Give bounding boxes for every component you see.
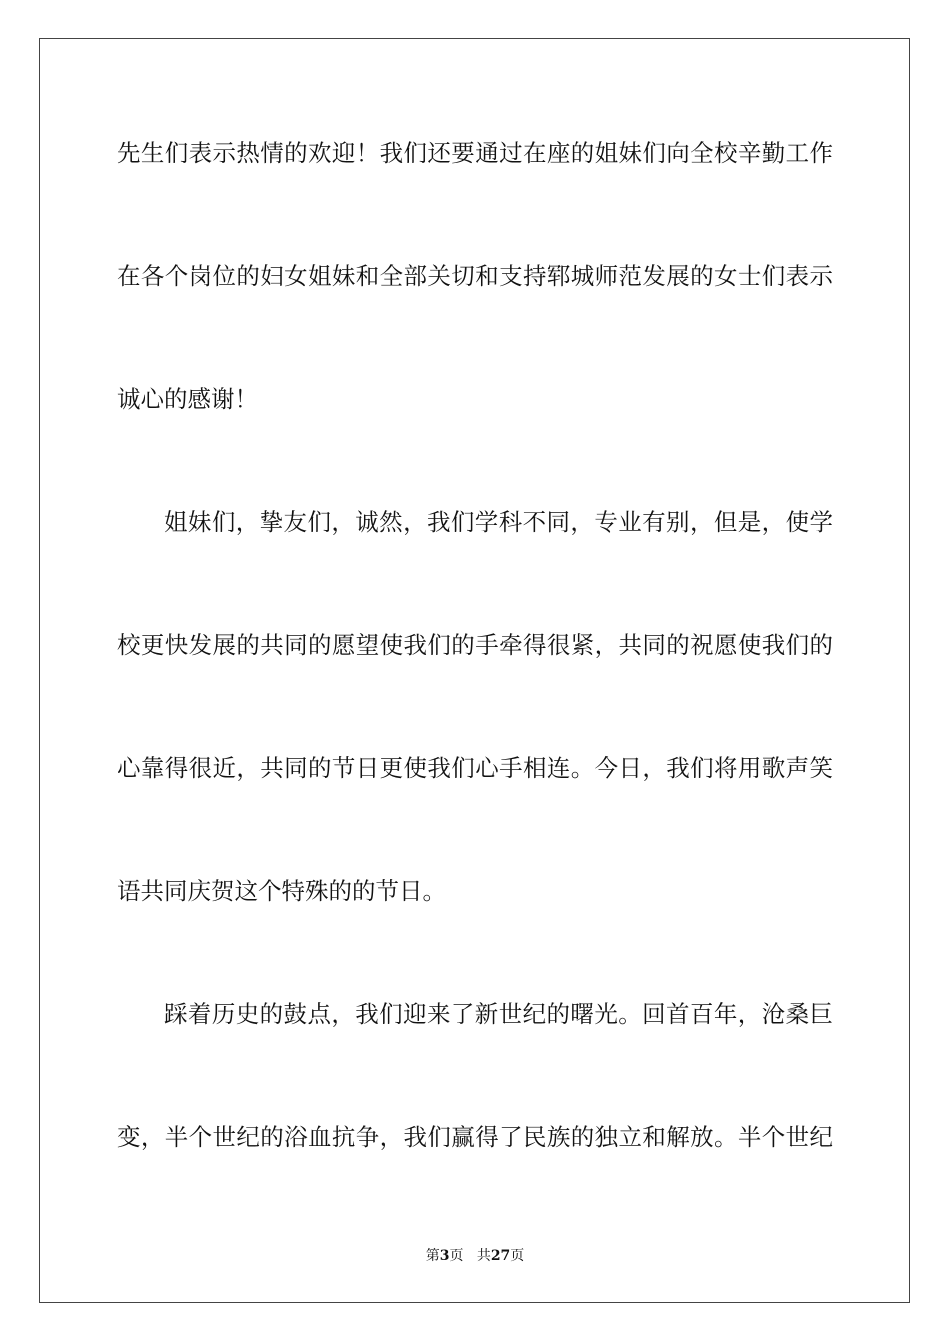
total-pages: 27	[490, 1248, 511, 1264]
paragraph-line-5: 校更快发展的共同的愿望使我们的手牵得很紧，共同的祝愿使我们的	[117, 631, 833, 659]
page-suffix: 页	[449, 1248, 464, 1264]
paragraph-line-9: 变，半个世纪的浴血抗争，我们赢得了民族的独立和解放。半个世纪	[117, 1123, 833, 1151]
paragraph-line-3: 诚心的感谢！	[117, 385, 258, 413]
paragraph-line-1: 先生们表示热情的欢迎！我们还要通过在座的姐妹们向全校辛勤工作	[117, 139, 833, 167]
page-number: 3	[439, 1248, 450, 1264]
total-suffix: 页	[510, 1248, 525, 1264]
total-prefix: 共	[476, 1248, 491, 1264]
paragraph-line-2: 在各个岗位的妇女姐妹和全部关切和支持郓城师范发展的女士们表示	[117, 262, 833, 290]
paragraph-line-7: 语共同庆贺这个特殊的的节日。	[117, 877, 446, 905]
page-border	[39, 38, 910, 1303]
page-prefix: 第	[425, 1248, 440, 1264]
paragraph-line-8: 踩着历史的鼓点，我们迎来了新世纪的曙光。回首百年，沧桑巨	[164, 1000, 833, 1028]
paragraph-line-6: 心靠得很近，共同的节日更使我们心手相连。今日，我们将用歌声笑	[117, 754, 833, 782]
paragraph-line-4: 姐妹们，挚友们，诚然，我们学科不同，专业有别，但是，使学	[164, 508, 833, 536]
page-footer	[0, 1246, 950, 1266]
